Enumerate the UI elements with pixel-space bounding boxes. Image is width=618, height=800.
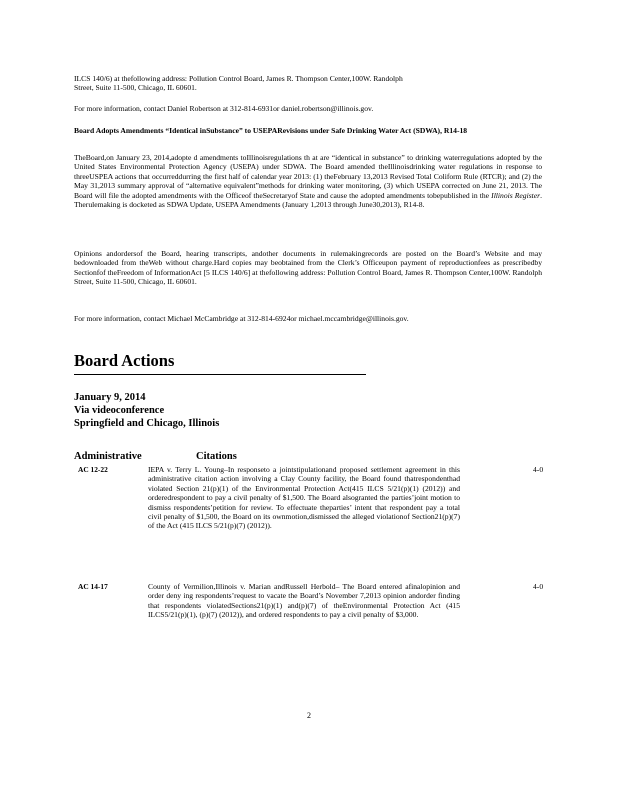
case-vote: 4-0 xyxy=(533,465,544,474)
section-label-citations: Citations xyxy=(196,451,237,462)
address-line-1: ILCS 140/6) at thefollowing address: Pollution Control Board, James R. Thompson Center,100W. Randolph xyxy=(74,74,403,83)
meeting-location: Springfield and Chicago, Illinois xyxy=(74,418,220,429)
register-name: Illinois Register xyxy=(491,190,541,200)
meeting-via: Via videoconference xyxy=(74,405,165,416)
item-title: Board Adopts Amendments “Identical inSubstance” to USEPARevisions under Safe Drinking Water Act (SDWA), R14-18 xyxy=(74,126,468,135)
heading-rule xyxy=(74,374,366,375)
page-number: 2 xyxy=(307,711,311,720)
contact-paragraph-1: For more information, contact Daniel Robertson at 312-814-6931or daniel.robertson@illinois.gov. xyxy=(74,104,374,113)
address-line-2: Street, Suite 11-500, Chicago, IL 60601. xyxy=(74,83,197,93)
case-id: AC 12-22 xyxy=(78,465,108,474)
rulemaking-text-2: . Therulemaking is docketed as SDWA Update, USEPA Amendments (January 1,2013 through June30,2013), R14-8. xyxy=(74,190,542,210)
contact-paragraph-2: For more information, contact Michael McCambridge at 312-814-6924or michael.mccambridge@illinois.gov. xyxy=(74,314,409,323)
case-text: IEPA v. Terry L. Young–In responseto a jointstipulationand proposed settlement agreement in this administrative citation action involving a Clay County facility, the Board found thatrespondenthad violated Section 21(p)(1) of the Environmental Protection Act(415 ILCS 5/21(p)(1) (2012)) and orderedrespondent to pay a civil penalty of $1,500. The Board alsogranted the parties’joint motion to dismiss respondents’petition for review. To effectuate theparties’ intent that respondent pay a total civil penalty of $1,500, the Board on its ownmotion,dismissed the alleged violationof Section21(p)(7) of the Act (415 ILCS 5/21(p)(7) (2012)). xyxy=(148,465,460,531)
opinions-paragraph: Opinions andordersof the Board, hearing transcripts, andother documents in rulemakingrecords are posted on the Board’s Website and may bedownloaded from theWeb without charge.Hard copies may beobtained from the Clerk’s Officeupon payment of reproductionfees as prescribedby Sectionfof theFreedom of InformationAct [5 ILCS 140/6] at thefollowing address: Pollution Control Board, James R. Thompson Center,100W. Randolph Street, Suite 11-500, Chicago, IL 60601. xyxy=(74,249,542,287)
board-actions-heading: Board Actions xyxy=(74,351,175,370)
case-id: AC 14-17 xyxy=(78,582,108,591)
section-label: Administrative xyxy=(74,451,142,462)
case-vote: 4-0 xyxy=(533,582,544,591)
rulemaking-paragraph xyxy=(74,153,542,209)
case-text: County of Vermilion,Illinois v. Marian andRussell Herbold– The Board entered afinalopinion and order deny ing respondents’request to vacate the Board’s November 7,2013 opinion andorder finding that respondents violatedSections21(p)(1) and(p)(7) of theEnvironmental Protection Act (415 ILCS5/21(p)(1), (p)(7) (2012)), and ordered respondents to pay a civil penalty of $3,000. xyxy=(148,582,460,620)
address-paragraph xyxy=(74,74,542,93)
meeting-date: January 9, 2014 xyxy=(74,392,146,403)
rulemaking-text-1: TheBoard,on January 23, 2014,adopte d amendments toIllinoisregulations th at are “identical in substance” to drinking waterregulations adopted by the United States Environmental Protection Agency (USEPA) under SDWA. The Board amended theIllinoisdrinking water regulations in response to threeUSPEA actions that occurreddurring the first half of calendar year 2013: (1) theFebruary 13,2013 Revised Total Coliform Rule (RTCR); and (2) the May 31,2013 summary approval of “alternative equivalent”methods for drinking water monitoring, (3) which USEPA corrected on June 21, 2013. The Board will file the adopted amendments with the Officeof theSecretaryof State and cause the adopted amendments tobepublished in the xyxy=(74,153,542,200)
